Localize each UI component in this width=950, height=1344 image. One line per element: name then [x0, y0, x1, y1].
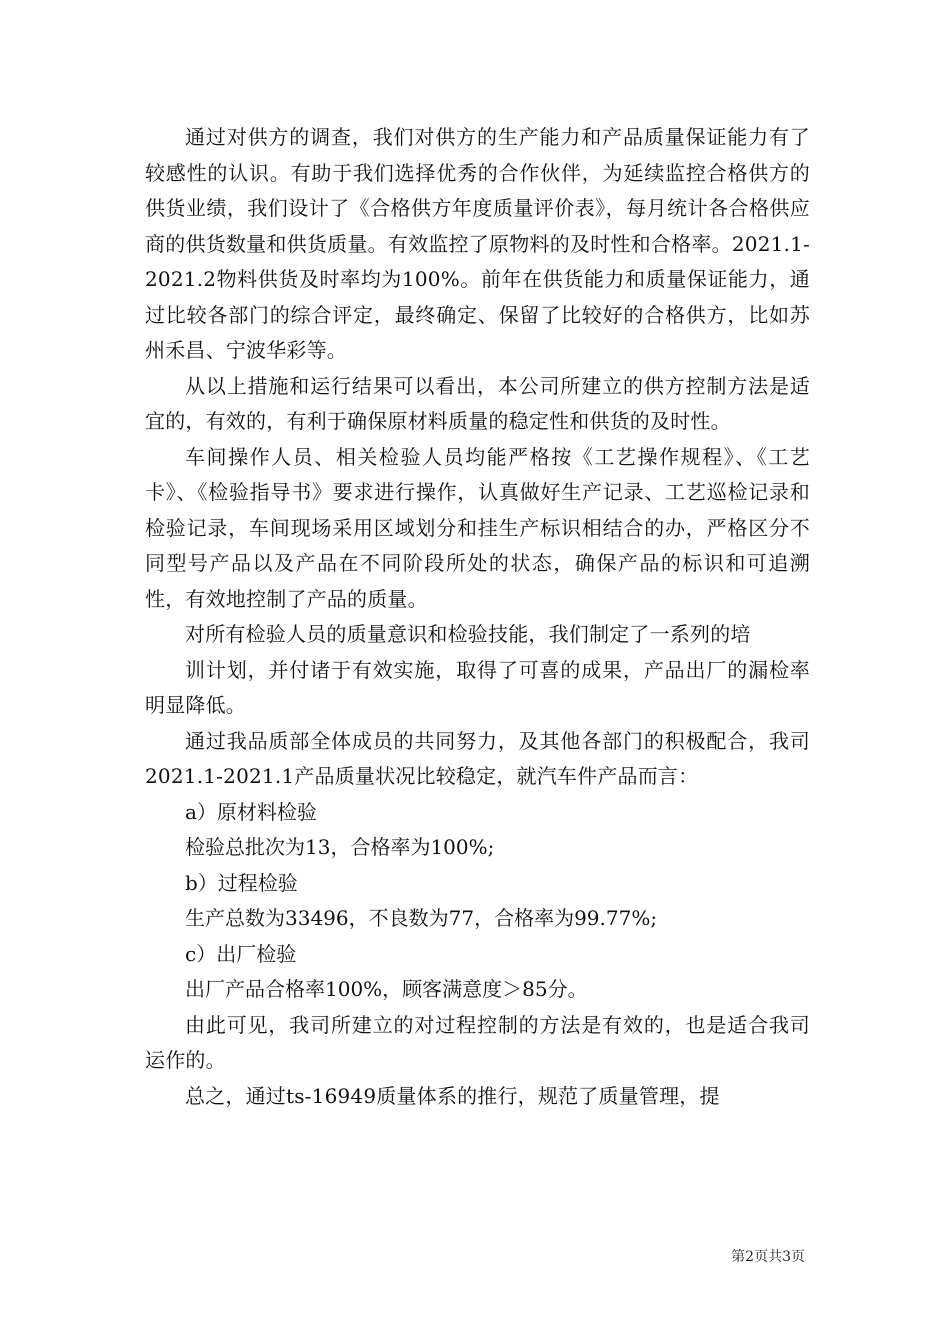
- item-outgoing-heading: c）出厂检验: [185, 941, 297, 966]
- document-body: [145, 120, 810, 1114]
- page-number: 第2页共3页: [731, 1249, 805, 1265]
- paragraph-summary: 总之，通过ts-16949质量体系的推行，规范了质量管理，提: [185, 1083, 720, 1108]
- paragraph-workshop-operation: 车间操作人员、相关检验人员均能严格按《工艺操作规程》、《工艺卡》、《检验指导书》要求进行操作，认真做好生产记录、工艺巡检记录和检验记录，车间现场采用区域划分和挂生产标识相结合的办，严格区分不同型号产品以及产品在不同阶段所处的状态，确保产品的标识和可追溯性，有效地控制了产品的质量。: [145, 444, 810, 611]
- item-raw-material-result: 检验总批次为13，合格率为100%;: [185, 835, 495, 859]
- paragraph-process-control-conclusion: 由此可见，我司所建立的对过程控制的方法是有效的，也是适合我司运作的。: [145, 1012, 810, 1072]
- item-process-result: 生产总数为33496，不良数为77，合格率为99.77%;: [185, 906, 658, 930]
- item-process-heading: b）过程检验: [185, 870, 298, 895]
- paragraph-quality-status: 通过我品质部全体成员的共同努力，及其他各部门的积极配合，我司2021.1-2021.1产品质量状况比较稳定，就汽车件产品而言：: [145, 728, 810, 788]
- paragraph-training-plan-start: 对所有检验人员的质量意识和检验技能，我们制定了一系列的培: [185, 622, 751, 646]
- paragraph-supplier-control-conclusion: 从以上措施和运行结果可以看出，本公司所建立的供方控制方法是适宜的，有效的，有利于确保原材料质量的稳定性和供货的及时性。: [145, 373, 810, 433]
- paragraph-training-plan-continued: 训计划，并付诸于有效实施，取得了可喜的成果，产品出厂的漏检率明显降低。: [145, 657, 810, 717]
- paragraph-supplier-survey: 通过对供方的调查，我们对供方的生产能力和产品质量保证能力有了较感性的认识。有助于我们选择优秀的合作伙伴，为延续监控合格供方的供货业绩，我们设计了《合格供方年度质量评价表》，每月统计各合格供应商的供货数量和供货质量。有效监控了原物料的及时性和合格率。2021.1-2021.2物料供货及时率均为100%。前年在供货能力和质量保证能力，通过比较各部门的综合评定，最终确定、保留了比较好的合格供方，比如苏州禾昌、宁波华彩等。: [145, 125, 810, 362]
- item-raw-material-heading: a）原材料检验: [185, 799, 317, 824]
- item-outgoing-result: 出厂产品合格率100%，顾客满意度＞85分。: [185, 977, 588, 1001]
